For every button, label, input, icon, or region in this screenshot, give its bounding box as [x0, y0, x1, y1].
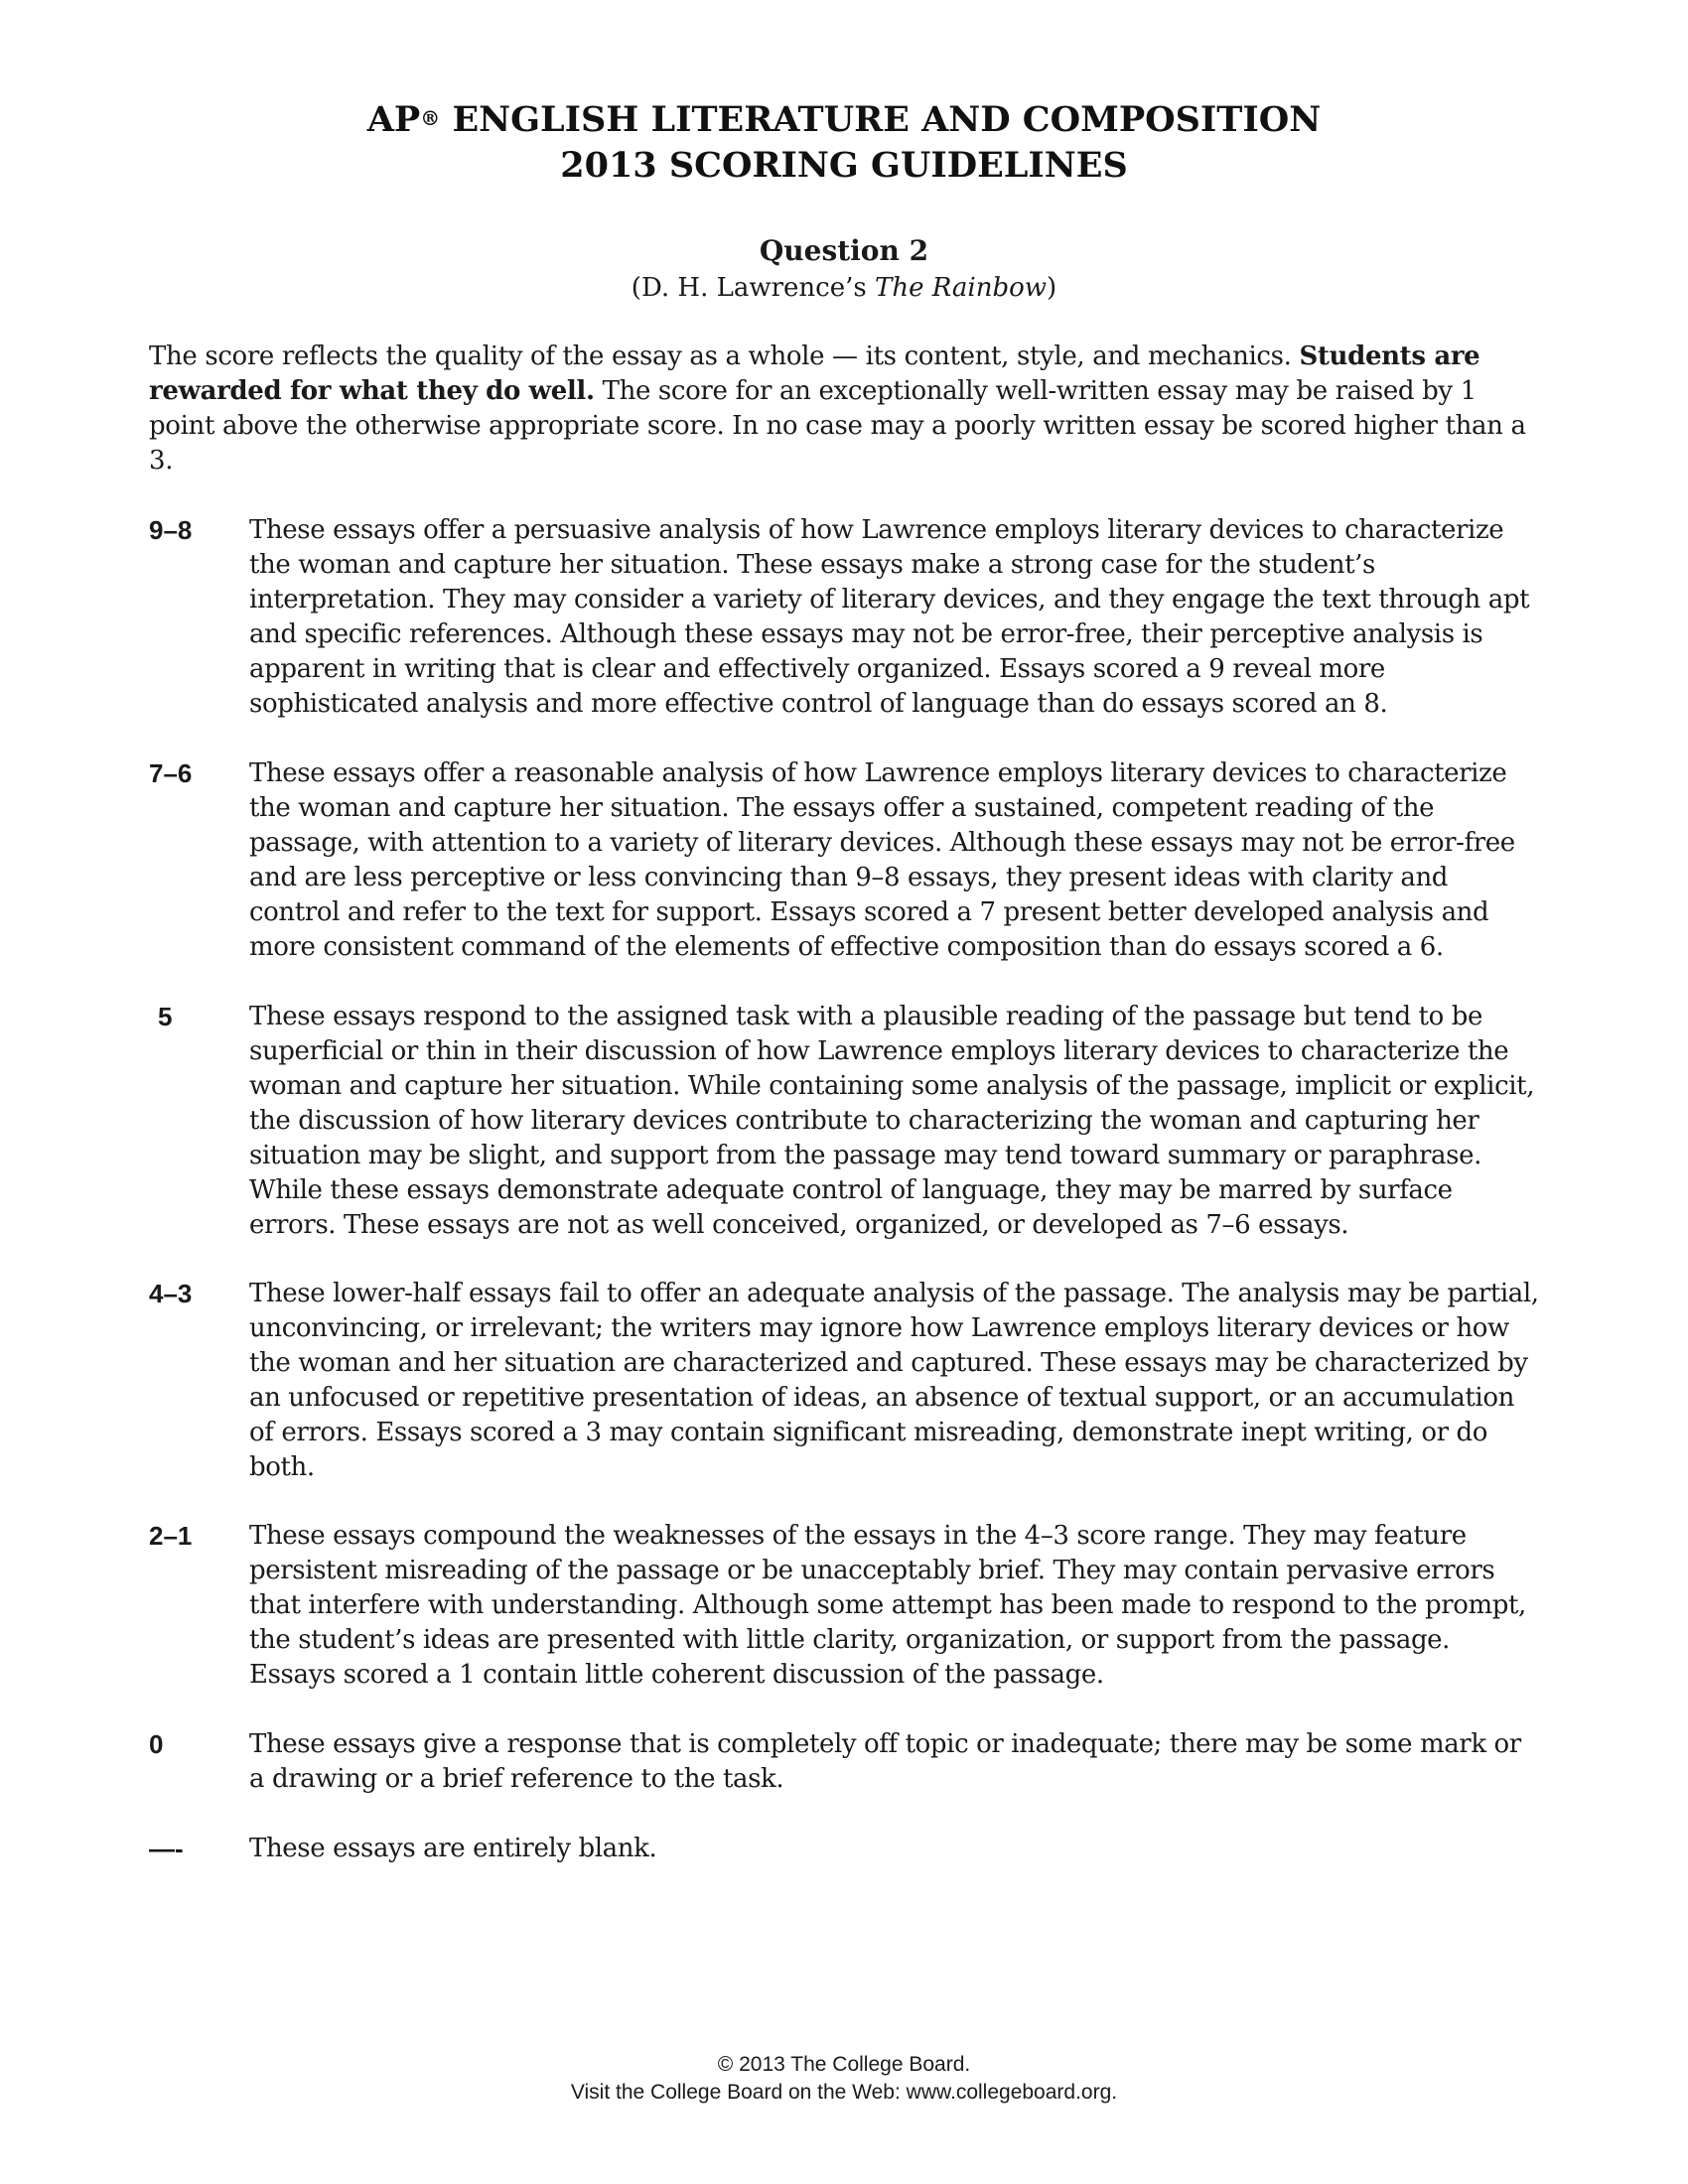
- intro-paragraph: [149, 340, 1539, 478]
- score-label: 0: [149, 1729, 164, 1759]
- score-label: 9–8: [149, 515, 193, 545]
- header-line-2: 2013 SCORING GUIDELINES: [560, 145, 1128, 186]
- score-description: These lower-half essays fail to offer an adequate analysis of the passage. The analysis may be partial, unconvincing, or irrelevant; the writers may ignore how Lawrence employs literary devices or how the woman and her situation are characterized and captured. These essays may be characterized by an unfocused or repetitive presentation of ideas, an absence of textual support, or an accumulation of errors. Essays scored a 3 may contain significant misreading, demonstrate inept writing, or do both.: [249, 1279, 1539, 1482]
- score-description: These essays offer a persuasive analysis of how Lawrence employs literary devices to characterize the woman and capture her situation. These essays make a strong case for the student’s interpretation. They may consider a variety of literary devices, and they engage the text through apt and specific references. Although these essays may not be error-free, their perceptive analysis is apparent in writing that is clear and effectively organized. Essays scored a 9 reveal more sophisticated analysis and more effective control of language than do essays scored an 8.: [249, 515, 1530, 719]
- intro-text-after: The score for an exceptionally well-written essay may be raised by 1 point above the otherwise appropriate score. In no case may a poorly written essay be scored higher than a 3.: [149, 376, 1526, 476]
- header-course-title: ENGLISH LITERATURE AND COMPOSITION: [440, 99, 1322, 140]
- subtitle-suffix: ): [1047, 273, 1057, 303]
- question-subtitle: [0, 271, 1688, 305]
- score-description: These essays are entirely blank.: [249, 1834, 657, 1863]
- intro-text-before: The score reflects the quality of the essay as a whole — its content, style, and mechanics.: [149, 341, 1300, 371]
- intro-bold-text: Students are rewarded for what they do well.: [149, 341, 1480, 406]
- score-label: 4–3: [149, 1279, 193, 1308]
- header-line-1: [0, 97, 1688, 143]
- score-description: These essays offer a reasonable analysis of how Lawrence employs literary devices to characterize the woman and capture her situation. The essays offer a sustained, competent reading of the passage, with attention to a variety of literary devices. Although these essays may not be error-free and are less perceptive or less convincing than 9–8 essays, they present ideas with clarity and control and refer to the text for support. Essays scored a 7 present better developed analysis and more consistent command of the elements of effective composition than do essays scored a 6.: [249, 758, 1515, 962]
- document-header: [0, 97, 1688, 189]
- score-label: 7–6: [149, 758, 193, 788]
- question-title: Question 2: [759, 234, 929, 267]
- subtitle-work-title: The Rainbow: [875, 273, 1048, 303]
- score-description: These essays respond to the assigned task with a plausible reading of the passage but tend to be superficial or thin in their discussion of how Lawrence employs literary devices to characterize the woman and capture her situation. While containing some analysis of the passage, implicit or explicit, the discussion of how literary devices contribute to characterizing the woman and capturing her situation may be slight, and support from the passage may tend toward summary or paraphrase. While these essays demonstrate adequate control of language, they may be marred by surface errors. These essays are not as well conceived, organized, or developed as 7–6 essays.: [249, 1002, 1535, 1240]
- score-description: These essays compound the weaknesses of the essays in the 4–3 score range. They may feature persistent misreading of the passage or be unacceptably brief. They may contain pervasive errors that interfere with understanding. Although some attempt has been made to respond to the prompt, the student’s ideas are presented with little clarity, organization, or support from the passage. Essays scored a 1 contain little coherent discussion of the passage.: [249, 1521, 1526, 1690]
- header-ap: AP: [366, 99, 421, 140]
- page-footer: [0, 2051, 1688, 2107]
- subtitle-prefix: (D. H. Lawrence’s: [631, 273, 875, 303]
- score-description: These essays give a response that is completely off topic or inadequate; there may be some mark or a drawing or a brief reference to the task.: [249, 1729, 1521, 1794]
- footer-copyright: © 2013 The College Board.: [717, 2053, 971, 2076]
- score-label: —-: [149, 1834, 184, 1863]
- registered-mark: ®: [420, 106, 441, 130]
- footer-website: Visit the College Board on the Web: www.collegeboard.org.: [570, 2081, 1118, 2104]
- score-label: 2–1: [149, 1521, 193, 1551]
- score-label: 5: [158, 1002, 173, 1031]
